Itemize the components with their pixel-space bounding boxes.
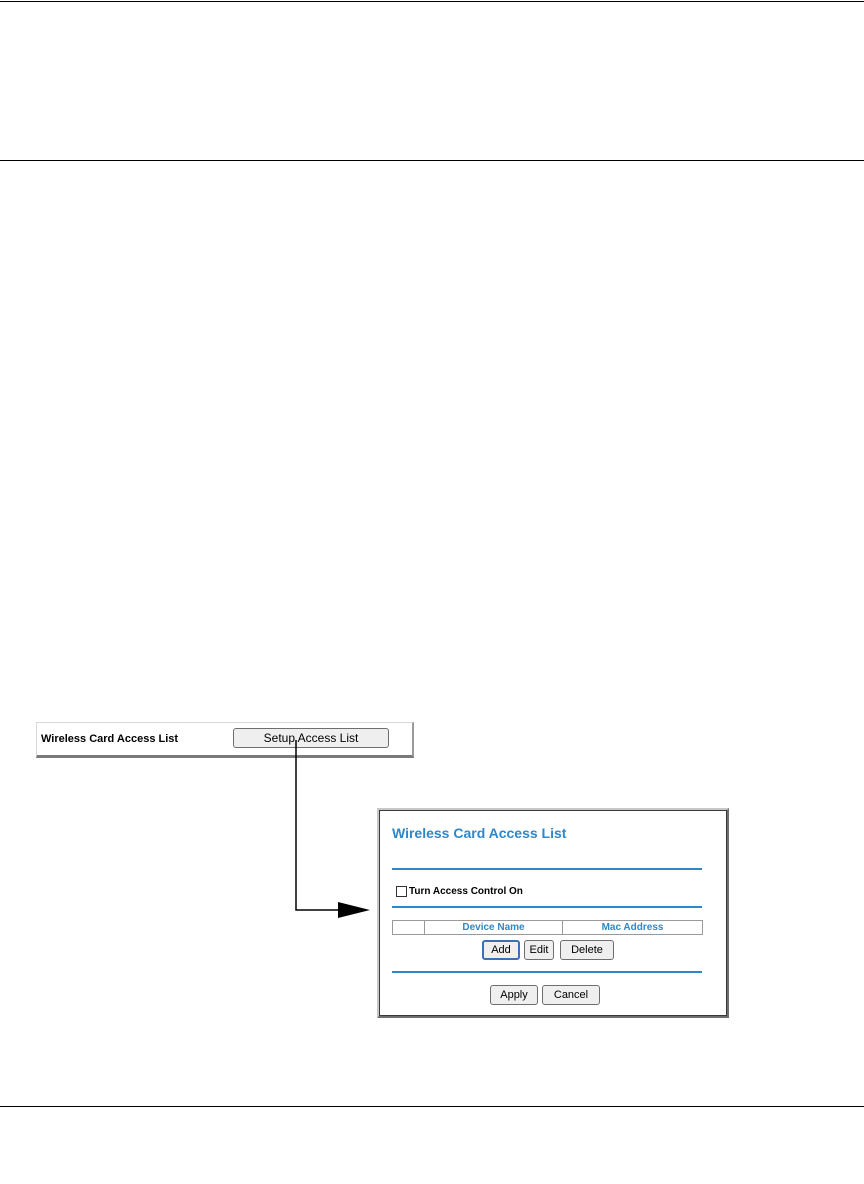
mac-address-column-header: Mac Address xyxy=(563,921,703,935)
apply-button[interactable]: Apply xyxy=(490,985,538,1005)
setup-access-list-button[interactable]: Setup Access List xyxy=(233,728,389,748)
title-divider xyxy=(392,868,702,870)
dialog-frame xyxy=(379,810,727,1016)
header-rule xyxy=(0,160,864,161)
table-header-row xyxy=(393,921,703,935)
page-top-rule xyxy=(0,1,864,2)
delete-button[interactable]: Delete xyxy=(560,940,614,960)
cancel-button[interactable]: Cancel xyxy=(542,985,600,1005)
buttons-divider xyxy=(392,971,702,973)
arrowhead-icon xyxy=(338,902,370,918)
access-control-checkbox[interactable] xyxy=(396,886,407,897)
add-button[interactable]: Add xyxy=(482,940,520,960)
connector-line xyxy=(296,740,340,910)
access-control-checkbox-label: Turn Access Control On xyxy=(409,885,523,897)
access-control-checkbox-row[interactable] xyxy=(396,884,523,898)
footer-rule xyxy=(0,1106,864,1107)
access-list-table xyxy=(392,920,703,935)
setup-access-list-strip xyxy=(36,722,414,758)
edit-button[interactable]: Edit xyxy=(524,940,554,960)
setup-strip-label: Wireless Card Access List xyxy=(41,733,179,745)
select-column-header xyxy=(393,921,425,935)
device-name-column-header: Device Name xyxy=(425,921,563,935)
wireless-card-access-list-dialog xyxy=(377,808,729,1018)
checkbox-divider xyxy=(392,906,702,908)
dialog-title: Wireless Card Access List xyxy=(392,825,567,841)
